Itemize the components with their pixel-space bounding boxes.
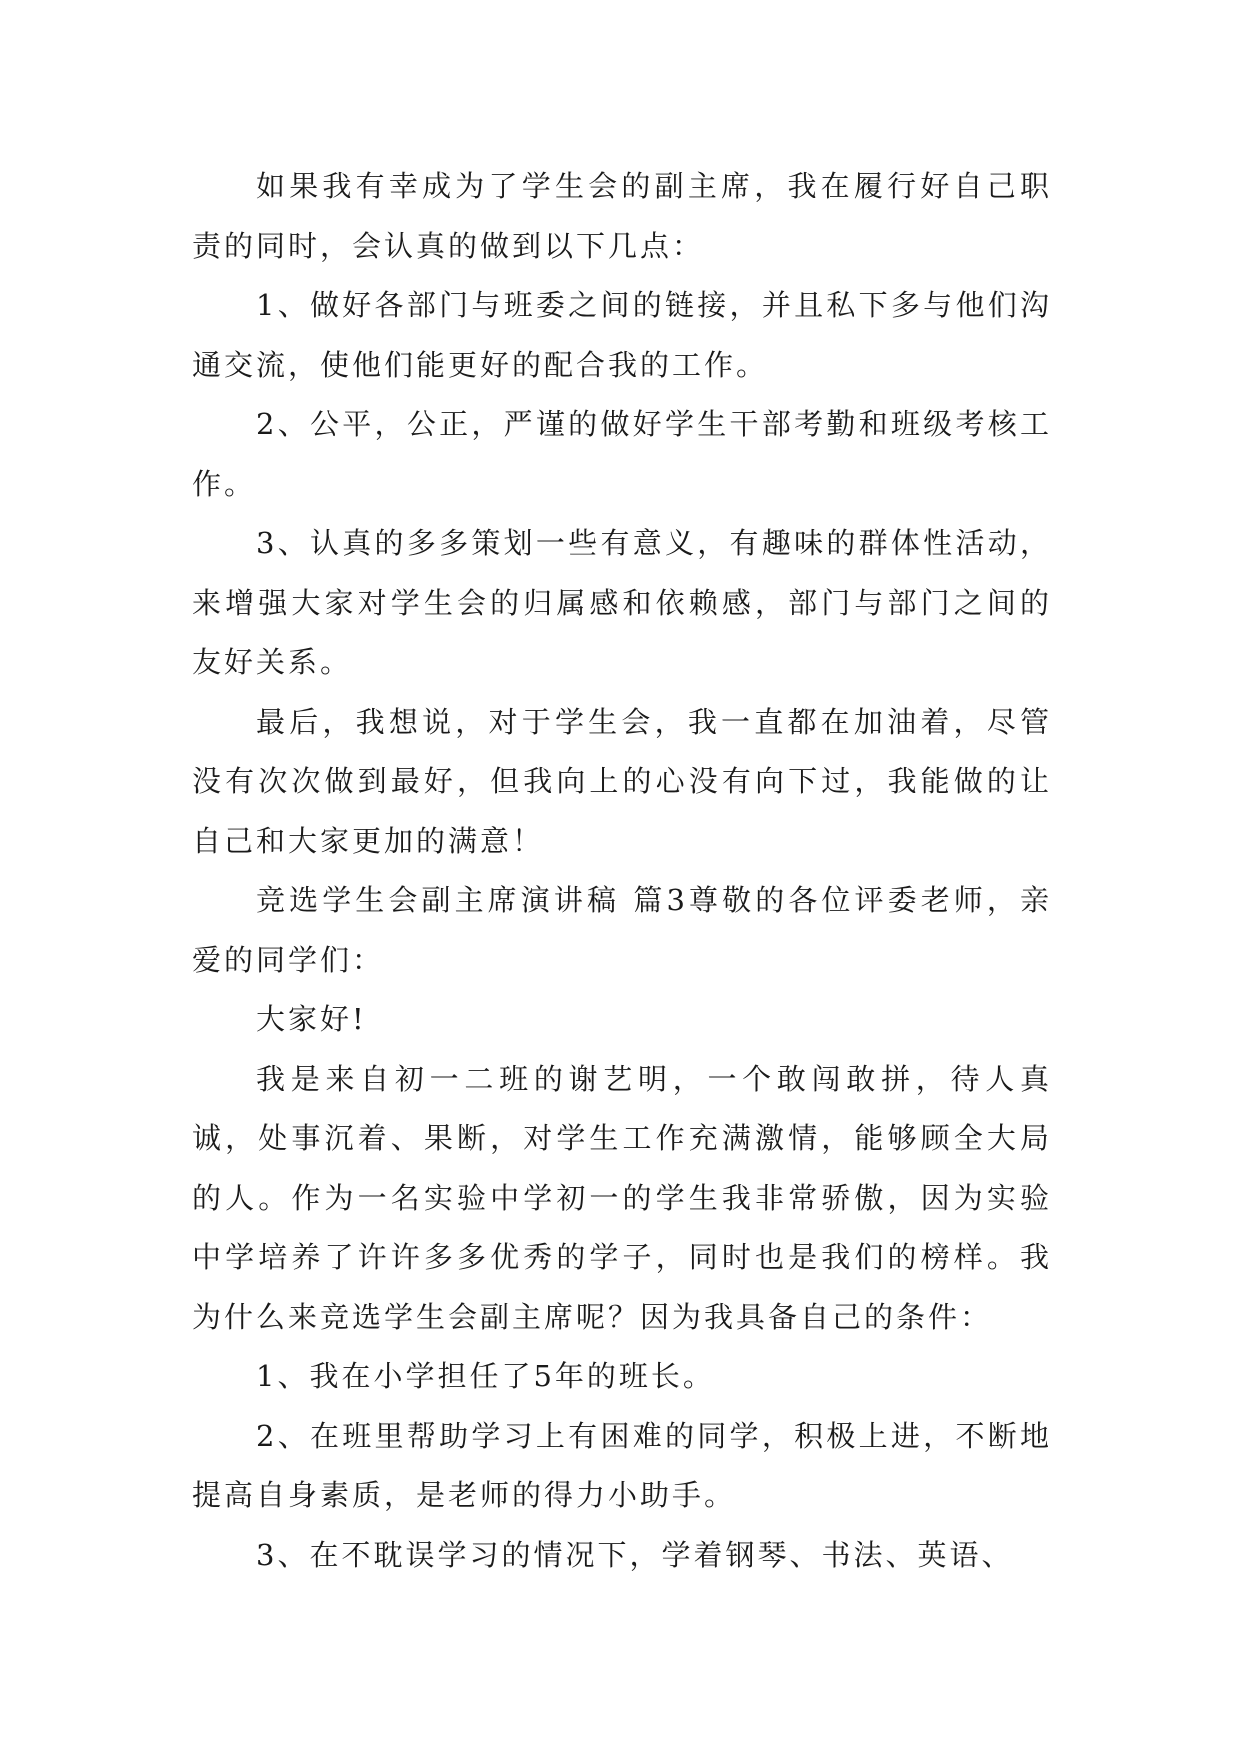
paragraph-11: 3、在不耽误学习的情况下，学着钢琴、书法、英语、 — [256, 1537, 1014, 1572]
paragraph-3: 2、公平，公正，严谨的做好学生干部考勤和班级考核工作。 — [192, 407, 1052, 501]
paragraph-6: 竞选学生会副主席演讲稿 篇3尊敬的各位评委老师，亲爱的同学们： — [192, 883, 1052, 977]
paragraph-5: 最后，我想说，对于学生会，我一直都在加油着，尽管没有次次做到最好，但我向上的心没有向下过，我能做的让自己和大家更加的满意！ — [192, 704, 1052, 858]
document-body — [192, 157, 1052, 1585]
paragraph-2: 1、做好各部门与班委之间的链接，并且私下多与他们沟通交流，使他们能更好的配合我的工作。 — [192, 288, 1052, 382]
paragraph-4: 3、认真的多多策划一些有意义，有趣味的群体性活动，来增强大家对学生会的归属感和依赖感，部门与部门之间的友好关系。 — [192, 526, 1052, 679]
paragraph-10: 2、在班里帮助学习上有困难的同学，积极上进，不断地提高自身素质，是老师的得力小助手。 — [192, 1418, 1052, 1512]
paragraph-9: 1、我在小学担任了5年的班长。 — [256, 1359, 715, 1393]
paragraph-7: 大家好! — [256, 1002, 367, 1036]
paragraph-8: 我是来自初一二班的谢艺明，一个敢闯敢拼，待人真诚，处事沉着、果断，对学生工作充满激情，能够顾全大局的人。作为一名实验中学初一的学生我非常骄傲，因为实验中学培养了许许多多优秀的学子，同时也是我们的榜样。我为什么来竞选学生会副主席呢？因为我具备自己的条件： — [192, 1061, 1052, 1334]
paragraph-1: 如果我有幸成为了学生会的副主席，我在履行好自己职责的同时，会认真的做到以下几点： — [192, 169, 1052, 263]
